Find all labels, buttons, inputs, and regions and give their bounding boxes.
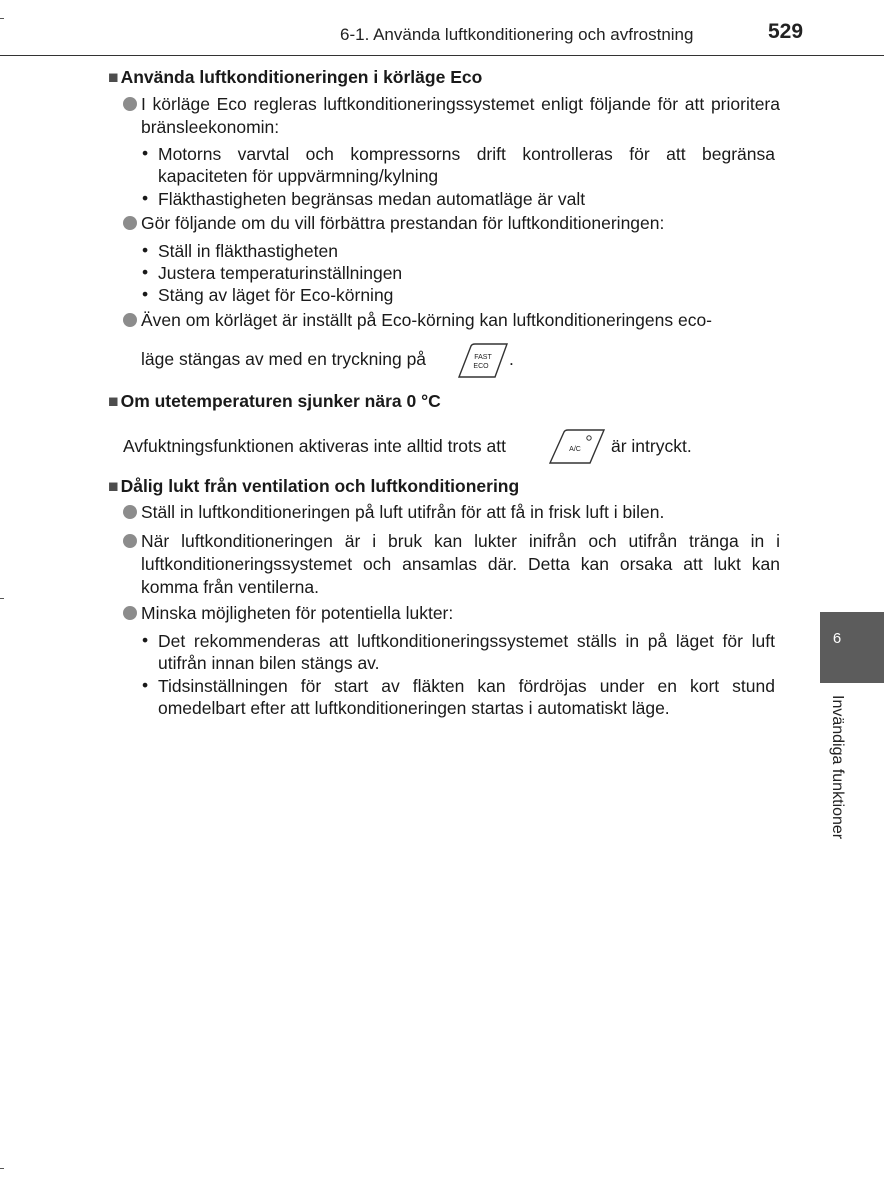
round-bullet-icon	[123, 97, 137, 111]
ac-button-icon	[548, 429, 606, 465]
chapter-tab	[820, 612, 884, 683]
list-item: Gör följande om du vill förbättra prestandan för luftkonditioneringen:	[141, 213, 665, 233]
chapter-title-vertical: Invändiga funktioner	[829, 695, 846, 840]
small-bullet-icon: •	[142, 240, 149, 260]
list-item: I körläge Eco regleras luftkonditioneringssystemet enligt följande för att prioritera bränsleekonomin:	[141, 94, 780, 137]
header-divider	[0, 55, 884, 56]
sub-list-item: Tidsinställningen för start av fläkten kan fördröjas under en kort stund omedelbart efter att luftkonditioneringen startas i automatiskt läge.	[158, 676, 775, 718]
sub-list-item: Ställ in fläkthastigheten	[158, 241, 338, 261]
crop-mark	[0, 598, 4, 599]
sub-list-item: Motorns varvtal och kompressorns drift kontrolleras för att begränsa kapaciteten för uppvärmning/kylning	[158, 144, 775, 186]
round-bullet-icon	[123, 606, 137, 620]
list-item: Även om körläget är inställt på Eco-körning kan luftkonditioneringens eco-	[141, 310, 713, 330]
section-heading-low-temperature: ■ Om utetemperaturen sjunker nära 0 °C	[108, 391, 441, 411]
small-bullet-icon: •	[142, 675, 149, 695]
sub-list-item: Stäng av läget för Eco-körning	[158, 285, 394, 305]
small-bullet-icon: •	[142, 143, 149, 163]
small-bullet-icon: •	[142, 188, 149, 208]
chapter-section-title: 6-1. Använda luftkonditionering och avfrostning	[340, 25, 694, 44]
ac-label: A/C	[569, 446, 581, 453]
paragraph-text-end: är intryckt.	[611, 436, 692, 456]
list-item-continuation: läge stängas av med en tryckning på	[141, 349, 427, 369]
list-item: Ställ in luftkonditioneringen på luft utifrån för att få in frisk luft i bilen.	[141, 502, 665, 522]
section-heading-bad-odor: ■ Dålig lukt från ventilation och luftkonditionering	[108, 476, 520, 496]
round-bullet-icon	[123, 216, 137, 230]
small-bullet-icon: •	[142, 262, 149, 282]
fast-eco-button-icon	[457, 343, 509, 379]
list-item: Minska möjligheten för potentiella lukter:	[141, 603, 454, 623]
round-bullet-icon	[123, 534, 137, 548]
sub-list-item: Fläkthastigheten begränsas medan automatläge är valt	[158, 189, 586, 209]
sentence-end: .	[509, 349, 514, 369]
section-heading-eco-mode: ■ Använda luftkonditioneringen i körläge Eco	[108, 67, 483, 87]
crop-mark	[0, 18, 4, 19]
chapter-number: 6	[832, 630, 842, 647]
page-number: 529	[768, 20, 804, 43]
eco-label: ECO	[473, 363, 489, 370]
crop-mark	[0, 1168, 4, 1169]
fast-label: FAST	[474, 354, 492, 361]
square-bullet-icon: ■	[108, 476, 119, 496]
small-bullet-icon: •	[142, 284, 149, 304]
paragraph-text: Avfuktningsfunktionen aktiveras inte alltid trots att	[123, 436, 506, 456]
sub-list-item: Det rekommenderas att luftkonditioneringssystemet ställs in på läget för luft utifrån innan bilen stängs av.	[158, 631, 775, 673]
small-bullet-icon: •	[142, 630, 149, 650]
square-bullet-icon: ■	[108, 391, 119, 411]
square-bullet-icon: ■	[108, 67, 119, 87]
round-bullet-icon	[123, 313, 137, 327]
round-bullet-icon	[123, 505, 137, 519]
list-item: När luftkonditioneringen är i bruk kan lukter inifrån och utifrån tränga in i luftkonditioneringssystemet och ansamlas där. Detta kan orsaka att lukt kan komma från ventilerna.	[141, 531, 780, 597]
sub-list-item: Justera temperaturinställningen	[158, 263, 403, 283]
